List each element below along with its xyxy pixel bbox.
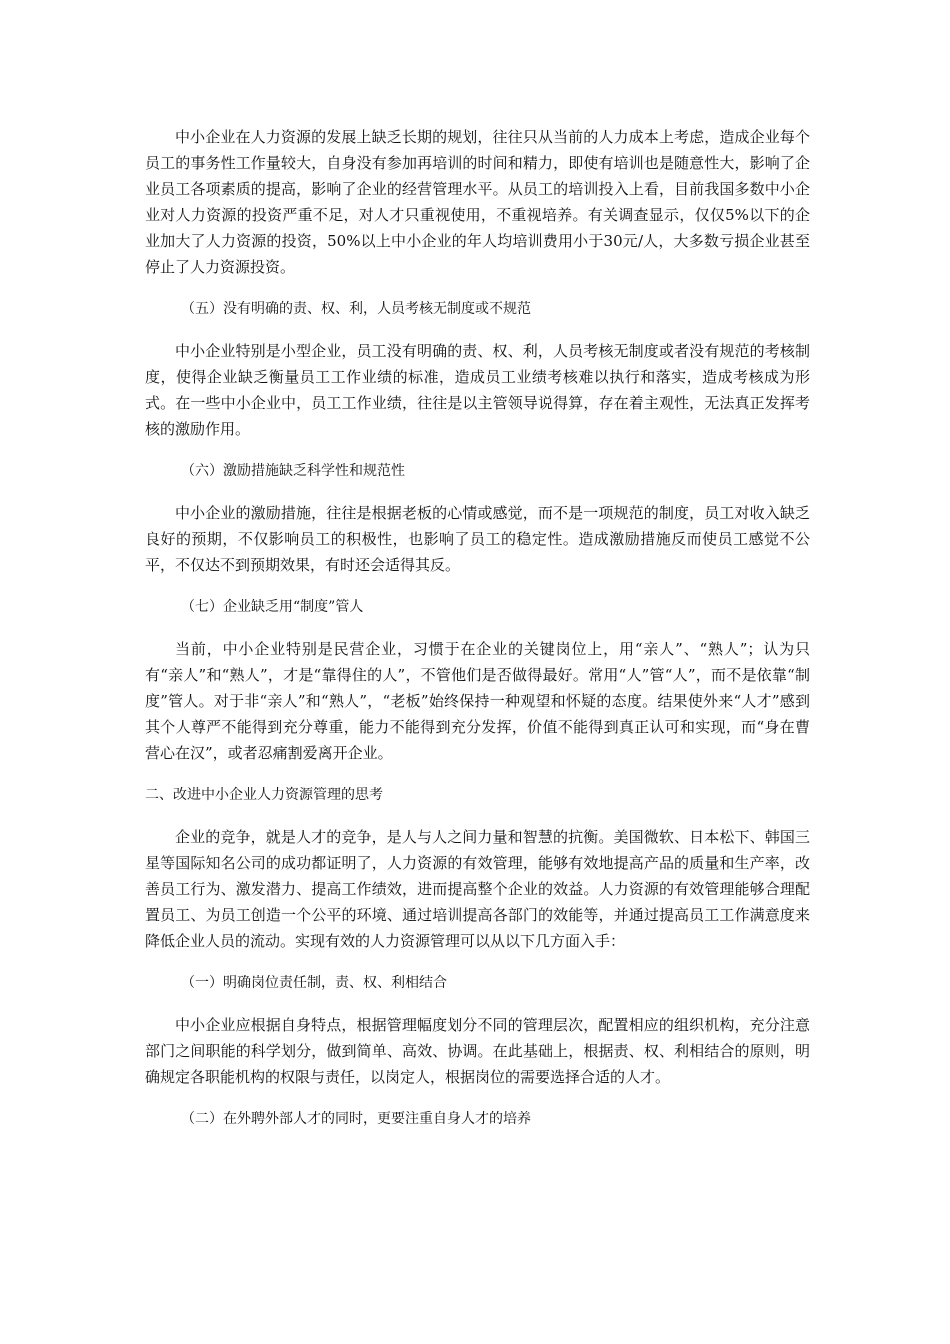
heading-two: （二）在外聘外部人才的同时，更要注重自身人才的培养 xyxy=(181,1111,531,1127)
spacer xyxy=(145,442,810,458)
spacer xyxy=(145,808,810,824)
spacer xyxy=(145,954,810,970)
spacer xyxy=(145,578,810,594)
paragraph-training-investment: 中小企业在人力资源的发展上缺乏长期的规划，往往只从当前的人力成本上考虑，造成企业每个员工的事务性工作量较大，自身没有参加再培训的时间和精力，即使有培训也是随意性大，影响了企业员工各项素质的提高，影响了企业的经营管理水平。从员工的培训投入上看，目前我国多数中小企业对人力资源的投资严重不足，对人才只重视使用，不重视培养。有关调查显示，仅仅5%以下的企业加大了人力资源的投资，50%以上中小企业的年人均培训费用小于30元/人，大多数亏损企业甚至停止了人力资源投资。 xyxy=(145,128,810,276)
spacer xyxy=(145,766,810,782)
paragraph-institutions: 当前，中小企业特别是民营企业，习惯于在企业的关键岗位上，用“亲人”、“熟人”；认为只有“亲人”和“熟人”，才是“靠得住的人”，不管他们是否做得最好。常用“人”管“人”，而不是依靠“制度”管人。对于非“亲人”和“熟人”，“老板”始终保持一种观望和怀疑的态度。结果使外来“人才”感到其个人尊严不能得到充分尊重，能力不能得到充分发挥，价值不能得到真正认可和实现，而“身在曹营心在汉”，或者忍痛割爱离开企业。 xyxy=(145,640,810,762)
paragraph-assessment: 中小企业特别是小型企业，员工没有明确的责、权、利，人员考核无制度或者没有规范的考核制度，使得企业缺乏衡量员工工作业绩的标准，造成员工业绩考核难以执行和落实，造成考核成为形式。在一些中小企业中，员工工作业绩，往往是以主管领导说得算，存在着主观性，无法真正发挥考核的激励作用。 xyxy=(145,342,810,438)
heading-seven: （七）企业缺乏用“制度”管人 xyxy=(181,599,364,615)
spacer xyxy=(145,280,810,296)
paragraph-competition: 企业的竞争，就是人才的竞争，是人与人之间力量和智慧的抗衡。美国微软、日本松下、韩国三星等国际知名公司的成功都证明了，人力资源的有效管理，能够有效地提高产品的质量和生产率，改善员工行为、激发潜力、提高工作绩效，进而提高整个企业的效益。人力资源的有效管理能够合理配置员工、为员工创造一个公平的环境、通过培训提高各部门的效能等，并通过提高员工工作满意度来降低企业人员的流动。实现有效的人力资源管理可以从以下几方面入手： xyxy=(145,828,810,950)
heading-five: （五）没有明确的责、权、利，人员考核无制度或不规范 xyxy=(181,301,531,317)
paragraph-responsibility: 中小企业应根据自身特点，根据管理幅度划分不同的管理层次，配置相应的组织机构，充分注意部门之间职能的科学划分，做到简单、高效、协调。在此基础上，根据责、权、利相结合的原则，明确规定各职能机构的权限与责任，以岗定人，根据岗位的需要选择合适的人才。 xyxy=(145,1016,810,1086)
spacer xyxy=(145,620,810,636)
section-heading-two: 二、改进中小企业人力资源管理的思考 xyxy=(145,787,383,803)
document-page xyxy=(145,124,810,1132)
paragraph-incentives: 中小企业的激励措施，往往是根据老板的心情或感觉，而不是一项规范的制度，员工对收入缺乏良好的预期，不仅影响员工的积极性，也影响了员工的稳定性。造成激励措施反而使员工感觉不公平，不仅达不到预期效果，有时还会适得其反。 xyxy=(145,504,810,574)
heading-six: （六）激励措施缺乏科学性和规范性 xyxy=(181,463,405,479)
spacer xyxy=(145,322,810,338)
spacer xyxy=(145,484,810,500)
heading-one: （一）明确岗位责任制，责、权、利相结合 xyxy=(181,975,447,991)
spacer xyxy=(145,996,810,1012)
spacer xyxy=(145,1090,810,1106)
